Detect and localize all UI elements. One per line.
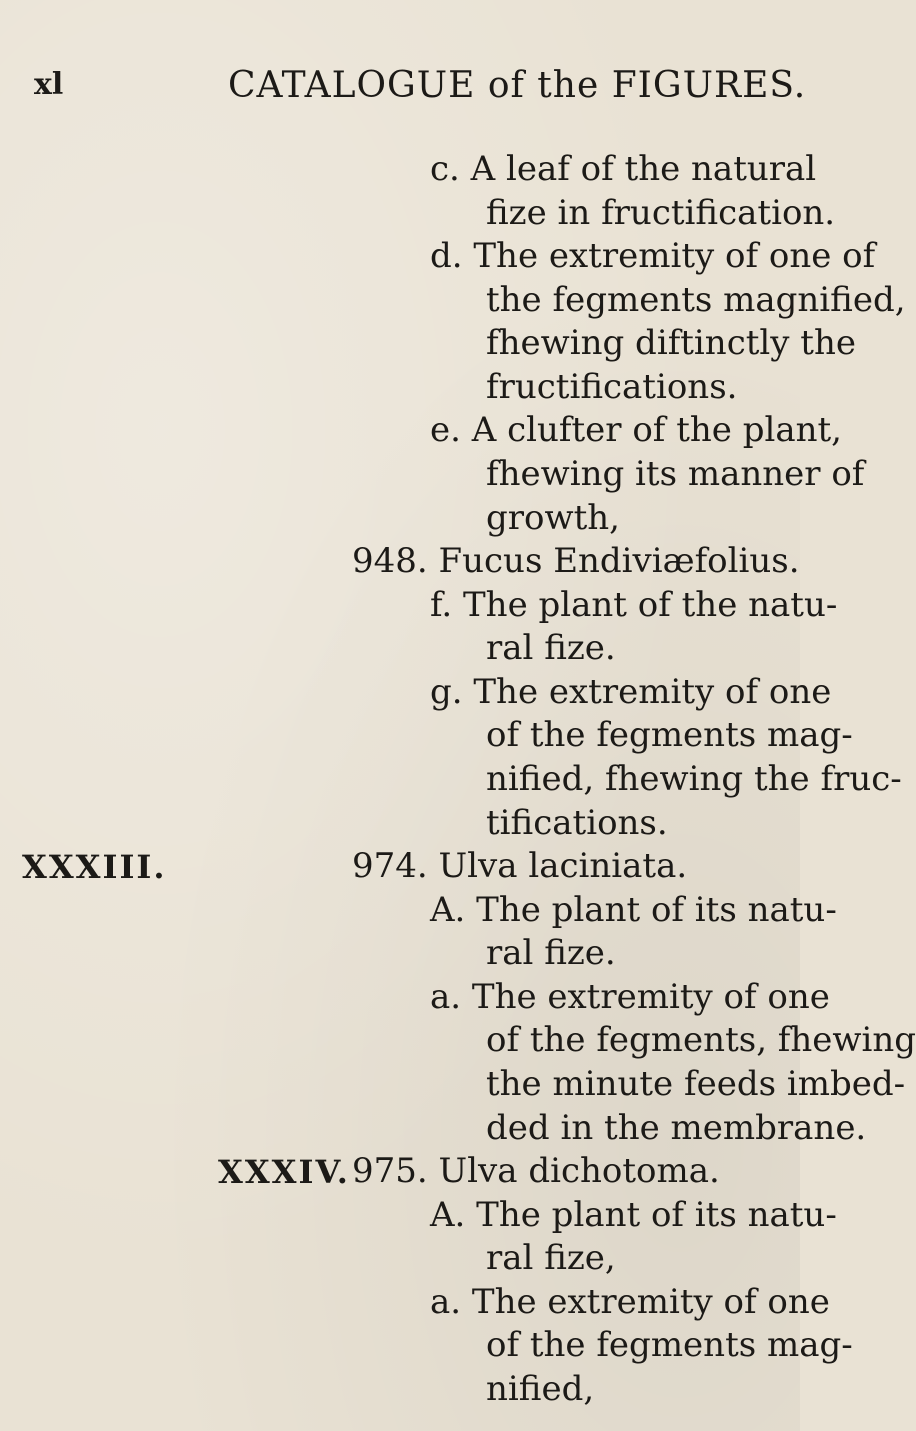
species-heading: 948. Fucus Endiviæfolius. <box>352 541 800 582</box>
catalogue-line: of the fegments mag- <box>486 715 853 756</box>
catalogue-line: e. A clufter of the plant, <box>430 410 842 451</box>
catalogue-line: f. The plant of the natu- <box>430 584 838 625</box>
catalogue-line: a. The extremity of one <box>430 1281 830 1322</box>
catalogue-line: of the fegments mag- <box>486 1325 853 1366</box>
catalogue-line: of the fegments, fhewing <box>486 1020 916 1061</box>
catalogue-line: nified, <box>486 1369 595 1409</box>
plate-number: XXXIII. <box>22 848 167 887</box>
catalogue-line: ded in the membrane. <box>486 1107 867 1148</box>
catalogue-line: the fegments magnified, <box>486 279 906 320</box>
catalogue-line: growth, <box>486 497 620 538</box>
catalogue-line: a. The extremity of one <box>430 976 830 1017</box>
species-heading: 974. Ulva laciniata. <box>352 846 688 887</box>
catalogue-line: fhewing its manner of <box>486 454 865 494</box>
catalogue-line: fructifications. <box>486 366 738 407</box>
catalogue-line: A. The plant of its natu- <box>430 1194 837 1235</box>
catalogue-line: ral fize. <box>486 628 616 669</box>
catalogue-line: ral fize. <box>486 933 616 974</box>
catalogue-line: ral fize, <box>486 1238 616 1279</box>
plate-number: XXXIV. <box>218 1153 350 1192</box>
catalogue-line: fize in fructification. <box>486 192 836 233</box>
running-title: CATALOGUE of the FIGURES. <box>228 65 807 106</box>
catalogue-line: nified, fhewing the fruc- <box>486 759 902 799</box>
catalogue-line: fhewing diftinctly the <box>486 323 856 364</box>
catalogue-line: A. The plant of its natu- <box>430 889 837 930</box>
species-heading: 975. Ulva dichotoma. <box>352 1151 720 1192</box>
catalogue-line: tifications. <box>486 802 668 843</box>
catalogue-line: g. The extremity of one <box>430 671 832 712</box>
catalogue-line: c. A leaf of the natural <box>430 149 817 189</box>
page-number: xl <box>34 67 64 102</box>
catalogue-line: the minute feeds imbed- <box>486 1064 906 1104</box>
catalogue-line: d. The extremity of one of <box>430 236 876 277</box>
